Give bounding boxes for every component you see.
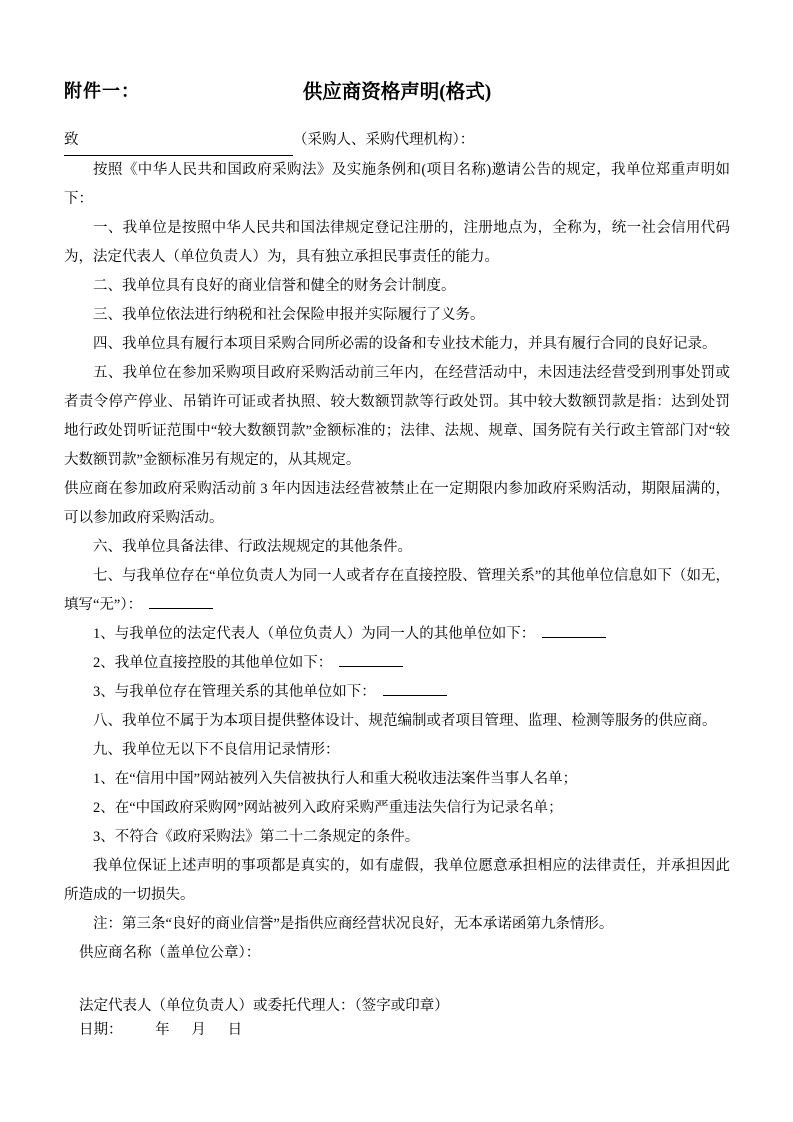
clause-7 [64, 562, 730, 620]
signature-block [64, 994, 730, 1042]
clause-7-sub-3-text: 3、与我单位存在管理关系的其他单位如下： [93, 684, 376, 700]
clause-7-sub-2 [64, 649, 730, 678]
clause-2: 二、我单位具有良好的商业信誉和健全的财务会计制度。 [93, 278, 456, 294]
clause-7-sub-2-text: 2、我单位直接控股的其他单位如下： [93, 655, 333, 671]
clause-7-sub-3 [64, 678, 730, 707]
clause-7-fill-in-blank [149, 595, 213, 609]
clause-9: 九、我单位无以下不良信用记录情形： [93, 742, 340, 758]
clause-5: 五、我单位在参加采购项目政府采购活动前三年内，在经营活动中，未因违法经营受到刑事处罚或者责令停产停业、吊销许可证或者执照、较大数额罚款等行政处罚。其中较大数额罚款是指：达到处罚地行政处罚听证范围中“较大数额罚款”金额标准的；法律、法规、规章、国务院有关行政主管部门对“较大数额罚款”金额标准另有规定的，从其规定。 [64, 365, 730, 468]
supplier-name-line: 供应商名称（盖单位公章）： [79, 945, 261, 961]
clause-3: 三、我单位依法进行纳税和社会保险申报并实际履行了义务。 [93, 307, 485, 323]
document-body [64, 126, 730, 1042]
clause-7-sub-3-fill-in-blank [383, 682, 447, 696]
guarantee-paragraph: 我单位保证上述声明的事项都是真实的，如有虚假，我单位愿意承担相应的法律责任，并承担因此所造成的一切损失。 [64, 858, 730, 903]
salutation-line [64, 126, 730, 156]
clause-9-sub-3: 3、不符合《政府采购法》第二十二条规定的条件。 [93, 829, 420, 845]
signature-line: 法定代表人（单位负责人）或委托代理人：（签字或印章） [79, 998, 449, 1014]
clause-7-sub-1-text: 1、与我单位的法定代表人（单位负责人）为同一人的其他单位如下： [93, 626, 536, 642]
clause-1: 一、我单位是按照中华人民共和国法律规定登记注册的，注册地点为，全称为，统一社会信用代码为，法定代表人（单位负责人）为，具有独立承担民事责任的能力。 [64, 220, 730, 265]
note-paragraph: 注：第三条“良好的商业信誉”是指供应商经营状况良好，无本承诺函第九条情形。 [93, 916, 614, 932]
clause-9-sub-1: 1、在“信用中国”网站被列入失信被执行人和重大税收违法案件当事人名单； [93, 771, 578, 787]
clause-7-sub-1-fill-in-blank [542, 624, 606, 638]
salutation-suffix: （采购人、采购代理机构）： [293, 132, 475, 148]
attachment-label: 附件一： [64, 81, 140, 101]
salutation-to-underline: 致 [64, 126, 293, 156]
title-row [64, 76, 730, 104]
clause-9-sub-2: 2、在“中国政府采购网”网站被列入政府采购严重违法失信行为记录名单； [93, 800, 563, 816]
clause-8: 八、我单位不属于为本项目提供整体设计、规范编制或者项目管理、监理、检测等服务的供应商。 [93, 713, 717, 729]
clause-7-sub-2-fill-in-blank [339, 653, 403, 667]
page-title: 供应商资格声明(格式) [302, 82, 492, 103]
clause-7-text: 七、与我单位存在“单位负责人为同一人或者存在直接控股、管理关系”的其他单位信息如下（如无，填写“无”）： [64, 568, 730, 613]
intro-paragraph: 按照《中华人民共和国政府采购法》及实施条例和(项目名称)邀请公告的规定，我单位郑重声明如下： [64, 162, 730, 207]
date-line: 日期： 年 月 日 [79, 1022, 243, 1038]
clause-6: 六、我单位具备法律、行政法规规定的其他条件。 [93, 539, 412, 555]
clause-5-supplement: 供应商在参加政府采购活动前 3 年内因违法经营被禁止在一定期限内参加政府采购活动，期限届满的，可以参加政府采购活动。 [64, 481, 730, 526]
clause-4: 四、我单位具有履行本项目采购合同所必需的设备和专业技术能力，并具有履行合同的良好记录。 [93, 336, 717, 352]
clause-7-sub-1 [64, 620, 730, 649]
